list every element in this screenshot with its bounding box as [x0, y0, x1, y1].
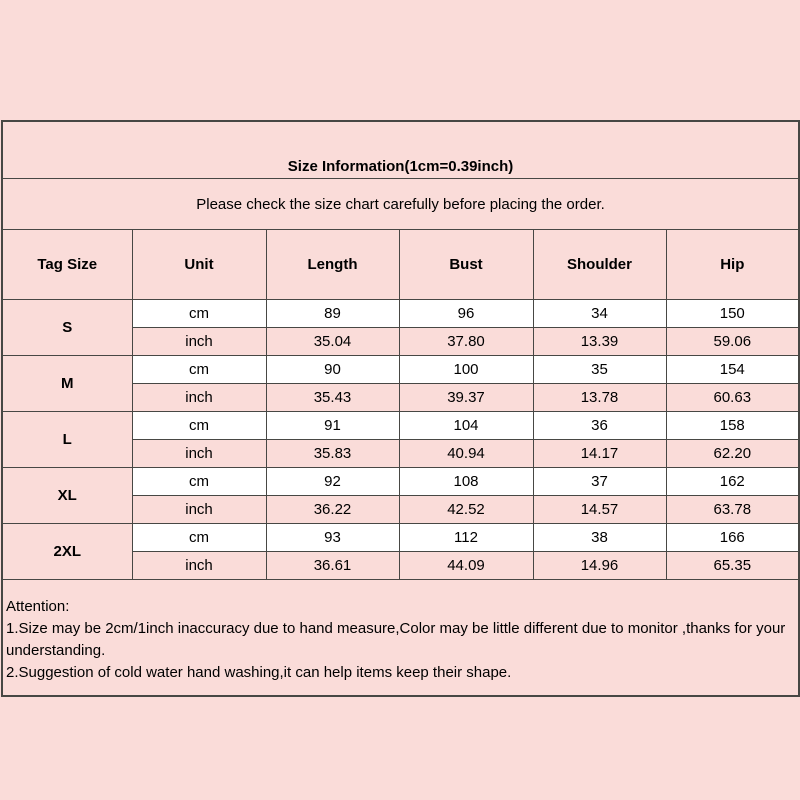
value-cell: 35.83	[266, 440, 399, 468]
value-cell: 40.94	[399, 440, 533, 468]
header-row	[2, 230, 799, 300]
value-cell: 65.35	[666, 552, 799, 580]
value-cell: 150	[666, 300, 799, 328]
title-row	[2, 121, 799, 179]
unit-label-cm: cm	[132, 300, 266, 328]
unit-label-inch: inch	[132, 496, 266, 524]
value-cell: 90	[266, 356, 399, 384]
value-cell: 14.17	[533, 440, 666, 468]
value-cell: 166	[666, 524, 799, 552]
value-cell: 36	[533, 412, 666, 440]
value-cell: 34	[533, 300, 666, 328]
column-header-hip: Hip	[666, 230, 799, 300]
table-row	[2, 412, 799, 440]
size-chart-title: Size Information(1cm=0.39inch)	[2, 121, 799, 179]
value-cell: 112	[399, 524, 533, 552]
attention-line-1: 1.Size may be 2cm/1inch inaccuracy due to hand measure,Color may be little different due to monitor ,thanks for your understanding.	[6, 620, 786, 659]
value-cell: 96	[399, 300, 533, 328]
tag-size-2xl: 2XL	[2, 524, 132, 580]
table-row	[2, 524, 799, 552]
tag-size-l: L	[2, 412, 132, 468]
value-cell: 35.04	[266, 328, 399, 356]
value-cell: 38	[533, 524, 666, 552]
tag-size-m: M	[2, 356, 132, 412]
value-cell: 42.52	[399, 496, 533, 524]
attention-line-2: 2.Suggestion of cold water hand washing,it can help items keep their shape.	[6, 664, 512, 681]
value-cell: 93	[266, 524, 399, 552]
unit-label-cm: cm	[132, 412, 266, 440]
size-chart-table	[1, 120, 800, 697]
attention-heading: Attention:	[6, 598, 70, 615]
value-cell: 91	[266, 412, 399, 440]
value-cell: 13.78	[533, 384, 666, 412]
value-cell: 39.37	[399, 384, 533, 412]
table-row	[2, 300, 799, 328]
value-cell: 158	[666, 412, 799, 440]
value-cell: 108	[399, 468, 533, 496]
column-header-unit: Unit	[132, 230, 266, 300]
tag-size-xl: XL	[2, 468, 132, 524]
unit-label-inch: inch	[132, 440, 266, 468]
value-cell: 37	[533, 468, 666, 496]
unit-label-inch: inch	[132, 328, 266, 356]
subtitle-row	[2, 179, 799, 230]
attention-block	[2, 580, 799, 697]
column-header-length: Length	[266, 230, 399, 300]
value-cell: 92	[266, 468, 399, 496]
size-chart-subtitle: Please check the size chart carefully before placing the order.	[2, 179, 799, 230]
column-header-tag-size: Tag Size	[2, 230, 132, 300]
column-header-bust: Bust	[399, 230, 533, 300]
unit-label-cm: cm	[132, 524, 266, 552]
value-cell: 36.22	[266, 496, 399, 524]
tag-size-s: S	[2, 300, 132, 356]
value-cell: 60.63	[666, 384, 799, 412]
value-cell: 89	[266, 300, 399, 328]
attention-row	[2, 580, 799, 697]
value-cell: 62.20	[666, 440, 799, 468]
value-cell: 100	[399, 356, 533, 384]
value-cell: 37.80	[399, 328, 533, 356]
value-cell: 36.61	[266, 552, 399, 580]
value-cell: 162	[666, 468, 799, 496]
column-header-shoulder: Shoulder	[533, 230, 666, 300]
value-cell: 63.78	[666, 496, 799, 524]
value-cell: 13.39	[533, 328, 666, 356]
value-cell: 44.09	[399, 552, 533, 580]
value-cell: 104	[399, 412, 533, 440]
unit-label-cm: cm	[132, 356, 266, 384]
table-row	[2, 468, 799, 496]
value-cell: 14.96	[533, 552, 666, 580]
value-cell: 35.43	[266, 384, 399, 412]
unit-label-inch: inch	[132, 552, 266, 580]
unit-label-inch: inch	[132, 384, 266, 412]
value-cell: 14.57	[533, 496, 666, 524]
value-cell: 154	[666, 356, 799, 384]
table-row	[2, 356, 799, 384]
unit-label-cm: cm	[132, 468, 266, 496]
value-cell: 35	[533, 356, 666, 384]
value-cell: 59.06	[666, 328, 799, 356]
